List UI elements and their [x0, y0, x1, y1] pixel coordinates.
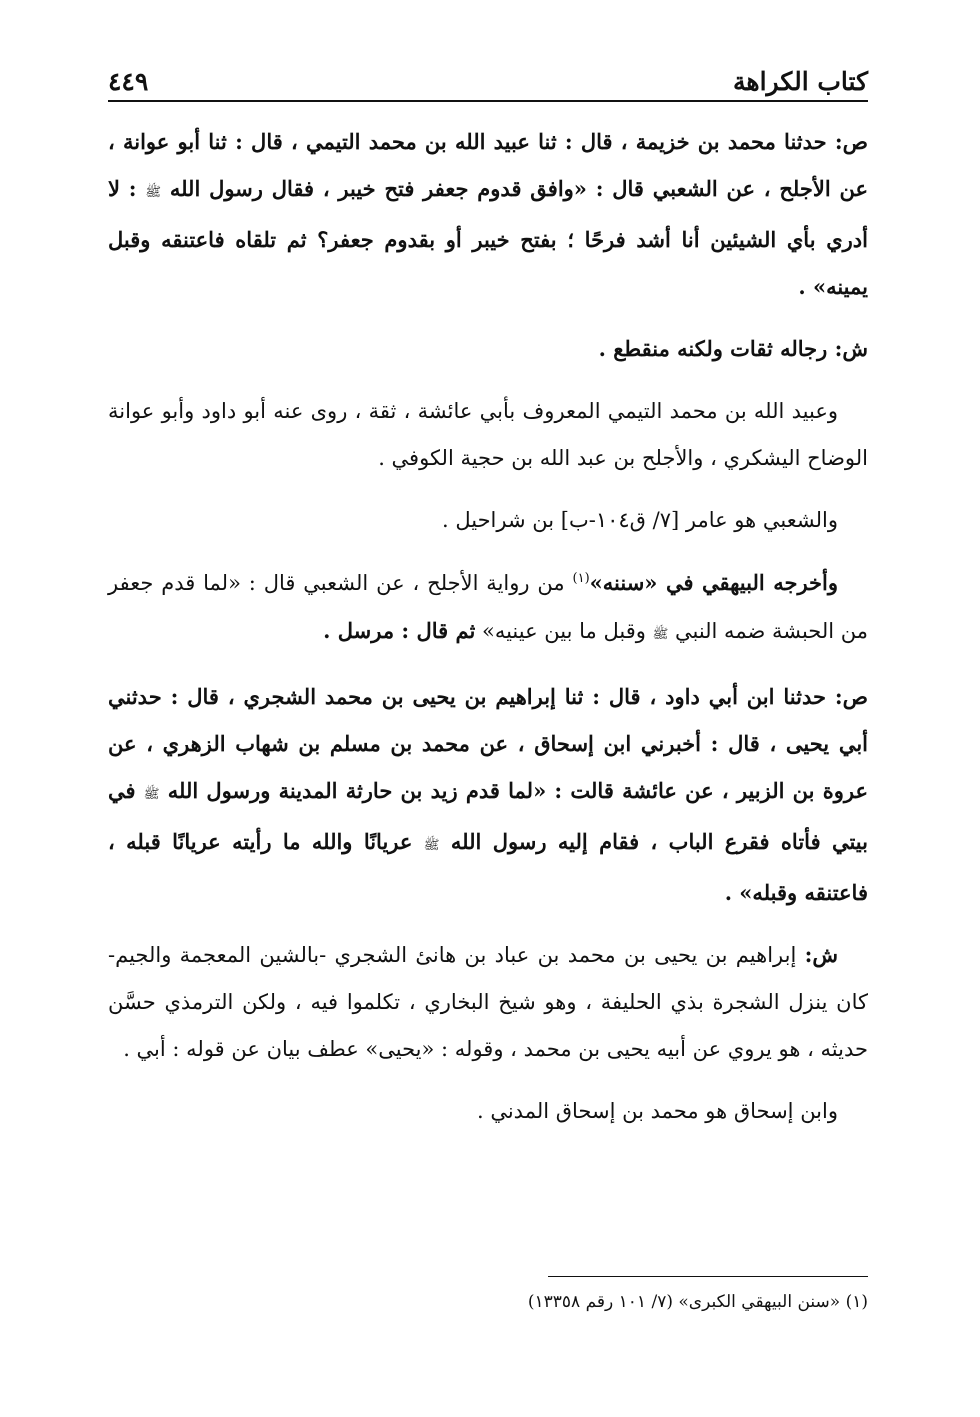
narrator-note-1: [108, 388, 868, 482]
takhrij-lead: وأخرجه البيهقي في «سننه»: [589, 570, 838, 595]
takhrij-text: من رواية الأجلح ، عن الشعبي قال : «لما قدم جعفر من الحبشة ضمه النبي: [108, 571, 868, 643]
footnote: [108, 1288, 868, 1316]
hadith-chain: حدثنا محمد بن خزيمة ، قال : ثنا عبيد الله بن محمد التيمي ، قال : ثنا أبو عوانة ، عن الأجلح ، عن الشعبي قال : «وافق قدوم جعفر فتح خيبر ، فقال رسول الله: [108, 129, 868, 201]
footnote-text: (١) «سنن البيهقي الكبرى» (٧/ ١٠١ رقم ١٣٣٥٨): [527, 1292, 868, 1312]
takhrij-text-after: وقبل ما بين عينيه»: [475, 619, 653, 643]
salutation-glyph: ﷺ: [143, 787, 160, 802]
footnote-ref: (١): [572, 571, 590, 586]
narrator-note-text: وعبيد الله بن محمد التيمي المعروف بأبي عائشة ، ثقة ، روى عنه أبو داود وأبو عوانة الوضاح اليشكري ، والأجلح بن عبد الله بن حجية الكوفي .: [108, 399, 868, 470]
takhrij-paragraph: [108, 559, 868, 658]
sad-label: ص:: [834, 684, 868, 709]
shin-label: ش:: [804, 942, 838, 967]
salutation-glyph: ﷺ: [652, 627, 669, 642]
narrator-note-text: والشعبي هو عامر [٧/ ق١٠٤-ب] بن شراحيل .: [441, 508, 838, 532]
footnote-rule: [548, 1276, 868, 1277]
hadith-matn: في بيتي فأتاه فقرع الباب ، فقام إليه رسول الله: [108, 778, 868, 854]
narrator-note-text: وابن إسحاق هو محمد بن إسحاق المدني .: [476, 1099, 838, 1123]
hadith-chain: حدثنا ابن أبي داود ، قال : ثنا إبراهيم بن يحيى بن محمد الشجري ، قال : حدثني أبي يحيى ، قال : أخبرني ابن إسحاق ، عن محمد بن مسلم بن شهاب الزهري ، عن عروة بن الزبير ، عن عائشة قالت : «لما قدم زيد بن حارثة المدينة ورسول الله: [108, 684, 868, 803]
narrator-note-3: [108, 1088, 868, 1135]
main-text: [108, 118, 868, 1150]
commentary-1: [108, 325, 868, 373]
hadith-text-2: [108, 673, 868, 916]
shin-label: ش:: [834, 336, 868, 361]
hadith-matn-end: عريانًا والله ما رأيته عريانًا قبله ، فاعتنقه وقبله» .: [108, 829, 868, 905]
salutation-glyph: ﷺ: [145, 185, 162, 200]
salutation-glyph: ﷺ: [423, 838, 440, 853]
hadith-matn: : لا أدري بأي الشيئين أنا أشد فرحًا ؛ بفتح خيبر أو بقدوم جعفر؟ ثم تلقاه فاعتنقه وقبل يمينه» .: [108, 176, 868, 299]
sad-label: ص:: [834, 129, 868, 154]
commentary-text: إبراهيم بن يحيى بن محمد بن عباد بن هانئ الشجري -بالشين المعجمة والجيم- كان ينزل الشجرة بذي الحليفة ، وهو شيخ البخاري ، تكلموا فيه ، ولكن الترمذي حسَّن حديثه ، هو يروي عن أبيه يحيى بن محمد ، وقوله : «يحيى» عطف بيان عن قوله : أبي .: [108, 943, 868, 1061]
book-title: كتاب الكراهة: [733, 67, 868, 96]
commentary-2: [108, 931, 868, 1073]
commentary-text: رجاله ثقات ولكنه منقطع .: [598, 336, 835, 361]
hadith-text-1: [108, 118, 868, 310]
narrator-note-2: [108, 497, 868, 544]
page-number: ٤٤٩: [108, 67, 149, 96]
page-header: [108, 52, 868, 96]
takhrij-tail: ثم قال : مرسل .: [323, 618, 476, 643]
header-rule: [108, 100, 868, 102]
